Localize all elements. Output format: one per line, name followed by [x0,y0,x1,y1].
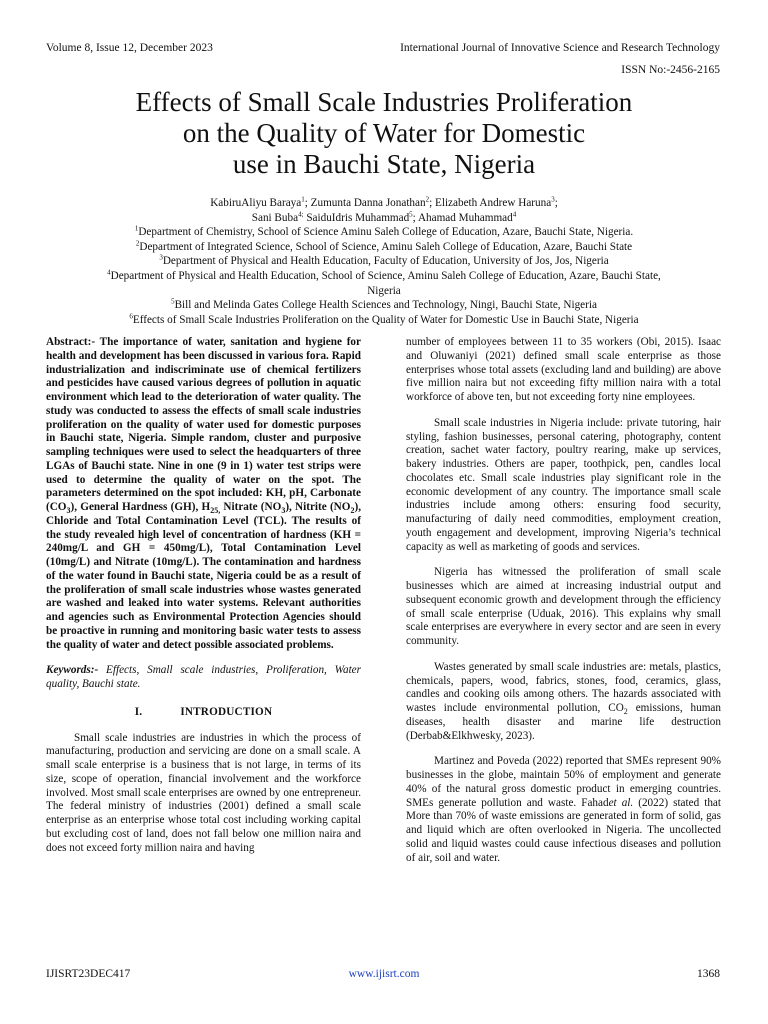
section-number: I. [134,705,143,718]
running-header-volume: Volume 8, Issue 12, December 2023 [46,42,213,54]
running-header-journal: International Journal of Innovative Science and Research Technology [400,42,720,54]
paragraph-4: Wastes generated by small scale industries are: metals, plastics, chemicals, papers, wood, fabrics, stones, food, ceramics, glass, candles and cooking oils among others. The hazards associated with wastes include environmental pollution, $CO_2$ emissions, human diseases, health disaster and marine life destruction (Derbab&Elkhwesky, 2023). [406,660,721,742]
paragraph-1-continued: number of employees between 11 to 35 workers (Obi, 2015). Isaac and Oluwaniyi (2021) defined small scale enterprise as those enterprises whose total assets (excluding land and building) are above five million naira but not exceeding fifty million naira with a total workforce of above ten, but not exceeding forty nine employees. [406,336,721,403]
title-line-3: use in Bauchi State, Nigeria [232,149,536,179]
right-column [406,336,721,877]
paragraph-1: Small scale industries are industries in which the process of manufacturing, production and servicing are done on a small scale. A small scale enterprise is a business that is not large, in terms of its size, scope of operation, financial involvement and the workforce involved. Most small scale enterprises are owned by one entrepreneur. The federal ministry of industries (2001) defined a small scale enterprise as an enterprise whose total cost including working capital but excluding cost of land, does not fall below one million naira and does not exceed forty million naira and having [46,731,361,854]
paper-title [60,87,708,180]
left-column [46,336,361,867]
title-line-2: on the Quality of Water for Domestic [182,118,586,148]
affiliation-1: $^1$Department of Chemistry, School of Science Aminu Saleh College of Education, Azare, Bauchi State, Nigeria. [134,224,634,239]
footer-page-number: 1368 [697,968,720,980]
footer-article-code: IJISRT23DEC417 [46,968,131,980]
title-line-1: Effects of Small Scale Industries Proliferation [135,87,633,117]
affiliation-3: $^3$Department of Physical and Health Education, Faculty of Education, University of Jos, Jos, Nigeria [159,253,609,268]
footer-website-link[interactable]: www.ijisrt.com [348,968,420,980]
authors-line-1: KabiruAliyu Baraya$^1$; Zumunta Danna Jonathan$^2$; Elizabeth Andrew Haruna$^3$; [210,195,558,209]
affiliation-4-cont: Nigeria [367,284,401,297]
affiliation-2: $^2$Department of Integrated Science, School of Science, Aminu Saleh College of Education, Azare, Bauchi State [135,239,633,253]
affiliation-5: $^5$Bill and Melinda Gates College Health Sciences and Technology, Ningi, Bauchi State, Nigeria [171,297,597,312]
affiliation-6: $^6$Effects of Small Scale Industries Proliferation on the Quality of Water for Domestic Use in Bauchi State, Nigeria [129,312,639,326]
section-heading-introduction [46,706,361,720]
issn: ISSN No:-2456-2165 [621,64,720,76]
paragraph-5: Martinez and Poveda (2022) reported that SMEs represent 90% businesses in the globe, maintain 50% of employment and generate 40% of the natural gross domestic product in emerging countries. SMEs generate pollution and waste. Fahadet al. (2022) stated that More than 70% of waste emissions are generated in form of solid, gas and liquid which are often overlooked in Nigeria. The uncollected solid and liquid wastes could cause infectious diseases and pollution of air, soil and water. [406,755,722,864]
keywords: Keywords:- Effects, Small scale industries, Proliferation, Water quality, Bauchi state. [46,664,361,690]
authors-line-2: Sani Buba$^{4;}$ SaiduIdris Muhammad$^5$; Ahamad Muhammad$^4$ [251,209,517,224]
paragraph-2: Small scale industries in Nigeria include: private tutoring, hair styling, fashion businesses, personal catering, photography, content creation, sachet water factory, poultry rearing, make up services, bakery industries. Others are paper, toothpick, pen, candles local chocolates etc. Small scale industries play significant role in the economic development of any country. The importance small scale industries include among others: ensuring food security, manufacturing of daily need commodities, employment creation, youth engagement and development, improving Nigeria’s technical capacity as well as marketing of goods and services. [406,416,721,553]
section-title: INTRODUCTION [180,705,273,718]
author-block [40,196,728,327]
affiliation-4: $^4$Department of Physical and Health Education, School of Science, Aminu Saleh College of Education, Azare, Bauchi State, [107,268,661,282]
abstract: Abstract:- The importance of water, sanitation and hygiene for health and development has been discussed in various fora. Rapid industrialization and indiscriminate use of chemical fertilizers and pesticides have caused various degrees of pollution in aquatic environment which lead to the deterioration of water quality. The study was conducted to assess the effects of small scale industries proliferation on the quality of water used for domestic purposes in Bauchi state, Nigeria. Simple random, cluster and purposive sampling techniques were used to select the headquarters of three LGAs of Bauchi state. Nine in one (9 in 1) water test strips were used to determine the quality of water on the spot. The parameters determined on the spot included: KH, pH, Carbonate $(CO_3)$, General Hardness (GH), $H_{25,}$ Nitrate $(NO_3)$, Nitrite $(NO_2)$, Chloride and Total Contamination Level (TCL). The results of the study revealed high level of concentration of hardness (KH = 240mg/L and GH = 450mg/L), Total Contamination Level (10mg/L) and Nitrate (10mg/L). The contamination and hardness of the water found in Bauchi state, Nigeria could be as a result of the proliferation of small scale industries whose wastes generated are washed and leaked into water systems. Relevant authorities and agencies such as Environmental Protection Agencies should be proactive in running and monitoring basic water tests to assess the quality of water and detect possible associated problems. [46,336,361,651]
paragraph-3: Nigeria has witnessed the proliferation of small scale businesses which are aimed at increasing industrial output and subsequent economic growth and development through the efficiency of small scale enterprise (Uduak, 2016). This explains why small scale enterprises are everywhere in every sector and are seen in every community. [406,566,721,647]
keywords-label: Keywords:- [46,664,99,677]
